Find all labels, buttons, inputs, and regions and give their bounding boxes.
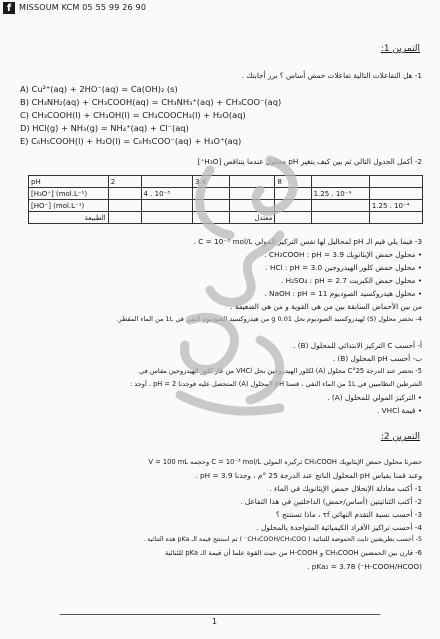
table-cell: 4 . 10⁻³: [141, 188, 192, 200]
reaction-c: C) CH₃COOH(l) + CH₃OH(l) = CH₃COOCH₃(l) + H₂O(aq): [20, 110, 246, 120]
footer-divider: [60, 614, 380, 615]
exercise-2-line: 2- أكتب الثنائيتين (أساس/حمض) الداخلتين في هذا التفاعل .: [240, 497, 422, 506]
question-5-line: • التركيز المولي للمحلول (A) .: [327, 393, 422, 402]
question-2: 2- أكمل الجدول التالي ثم بين كيف يتغير pH محلول عندما يتناقص [H₃O⁺]: [197, 157, 422, 166]
table-cell: 8: [275, 176, 311, 188]
table-cell: [141, 212, 192, 224]
table-cell: [230, 176, 275, 188]
facebook-icon: f: [3, 2, 15, 14]
table-row: [29, 188, 423, 200]
exercise-2-line: 3- أحسب نسبة التقدم النهائي τf ، ماذا تستنتج ؟: [275, 510, 422, 519]
reaction-d: D) HCl(g) + NH₃(g) = NH₄⁺(aq) + Cl⁻(aq): [20, 123, 189, 133]
table-row: [29, 176, 423, 188]
question-4-line: 4- نحضر محلول (S) لهيدروكسيد الصوديوم بحل 0.01 g من هيدروكسيد الصوديوم النقي في 1L من الماء المقطر.: [116, 315, 422, 323]
question-1: 1- هل التفاعلات التالية تفاعلات حمض أساس ؟ برر أجابتك .: [241, 71, 422, 80]
table-cell: 2: [108, 176, 141, 188]
reaction-b: B) CH₃NH₂(aq) + CH₃COOH(aq) = CH₃NH₃⁺(aq) + CH₃COO⁻(aq): [20, 97, 282, 107]
question-5-line: 5- نحضر عند الدرجة 25°C محلول (A) لكلور الهيدروجين بحل VHCl من غاز كلور الهيدروجين مقاس في: [139, 367, 422, 375]
table-cell: [141, 200, 192, 212]
table-cell: [275, 212, 311, 224]
table-cell: معتدل: [230, 212, 275, 224]
question-3-line: • محلول حمض الإيثانويك CH₃COOH : pH = 3.9 .: [264, 250, 422, 259]
table-cell: [230, 188, 275, 200]
table-cell: [HO⁻] (mol.L⁻¹): [29, 200, 109, 212]
question-3-line: • محلول حمض كلور الهيدروجين HCl : pH = 3.0 .: [265, 263, 422, 272]
exercise-2-line: وعند قمنا بقياس pH المحلول الناتج عند الدرجة 25 °م ، وجدنا pH = 3.9 .: [195, 471, 422, 480]
table-row: [29, 212, 423, 224]
table-cell: الطبيعة: [29, 212, 109, 224]
table-cell: [311, 200, 369, 212]
exercise-2-line: (H-COOH/HCOO⁻) pKa₂ = 3.78 .: [307, 562, 422, 571]
table-cell: 1.25 . 10⁻⁹: [311, 188, 369, 200]
question-3-line: • محلول هيدروكسيد الصوديوم NaOH : pH = 11 .: [264, 289, 422, 298]
table-cell: 1.25 . 10⁻⁴: [369, 200, 422, 212]
table-cell: [193, 188, 230, 200]
question-4-line: ب- أحسب pH المحلول (B) .: [332, 354, 422, 363]
exercise-2-line: حضرنا محلول حمض الإيثانويك CH₃COOH تركيزه المولي C = 10⁻³ mol/L وحجمه V = 100 mL: [148, 458, 422, 466]
exercise-2-line: 1- أكتب معادلة الإنحلال حمض الإيثانويك في الماء .: [269, 484, 422, 493]
table-row: [29, 200, 423, 212]
question-3-line: • محلول حمض الكبريت H₂SO₄ : pH = 2.7 .: [281, 276, 422, 285]
table-cell: [108, 200, 141, 212]
question-5-line: • قيمة VHCl .: [376, 406, 422, 415]
table-cell: [108, 188, 141, 200]
table-cell: [311, 212, 369, 224]
brand-contact: MISSOUM KCM 05 55 99 26 90: [19, 3, 147, 12]
reaction-a: A) Cu²⁺(aq) + 2HO⁻(aq) = Ca(OH)₂ (s): [20, 84, 178, 94]
table-cell: [275, 188, 311, 200]
exercise-2-line: 4- أحسب تراكيز الأفراد الكيميائية المتواجدة بالمحلول .: [256, 523, 422, 532]
table-cell: [141, 176, 192, 188]
table-cell: [275, 200, 311, 212]
table-cell: [193, 212, 230, 224]
exercise-2-line: 5- أحسب بطريقتين ثابت الحموضة للثنائية ( CH₃COOH/CH₃COO⁻ ) ثم استنتج قيمة الـ pKa هذه الثنائية .: [143, 536, 422, 543]
question-3-line: من بين الأحماض السابقة بين من هي القوية و من هي الضعيفة .: [230, 302, 422, 311]
table-cell: [369, 212, 422, 224]
question-3-line: 3- فيما يلي قيم الـ pH لمحاليل لها نفس التركيز المولي C = 10⁻³ mol/L .: [193, 237, 422, 246]
ph-table: [28, 175, 423, 224]
table-cell: [193, 200, 230, 212]
reaction-e: E) C₆H₅COOH(l) + H₂O(l) = C₆H₅COO⁻(aq) + H₃O⁺(aq): [20, 136, 242, 146]
table-cell: [369, 176, 422, 188]
exercise-1-title: التمرين 1:: [380, 44, 420, 54]
table-cell: 3.4: [193, 176, 230, 188]
table-cell: [311, 176, 369, 188]
question-5-line: الشرطين النظاميين في 1L من الماء النقي ، قسنا pH المحلول (A) المتحصل عليه فوجدنا pH = 2 . أوجد :: [129, 380, 422, 388]
table-cell: [230, 200, 275, 212]
table-cell: [108, 212, 141, 224]
table-cell: pH: [29, 176, 109, 188]
page-number: 1: [212, 617, 218, 626]
table-cell: [369, 188, 422, 200]
page-header: [0, 0, 440, 20]
question-4-line: أ- أحسب C التركيز الابتدائي للمحلول (B) .: [293, 341, 422, 350]
exercise-2-title: التمرين 2:: [380, 432, 420, 442]
table-cell: [H₃O⁺] (mol.L⁻¹): [29, 188, 109, 200]
exercise-2-line: 6- قارن بين الحمضين CH₃COOH و H-COOH من حيث القوة علما أن قيمة الـ pKa للثنائية: [165, 549, 422, 557]
